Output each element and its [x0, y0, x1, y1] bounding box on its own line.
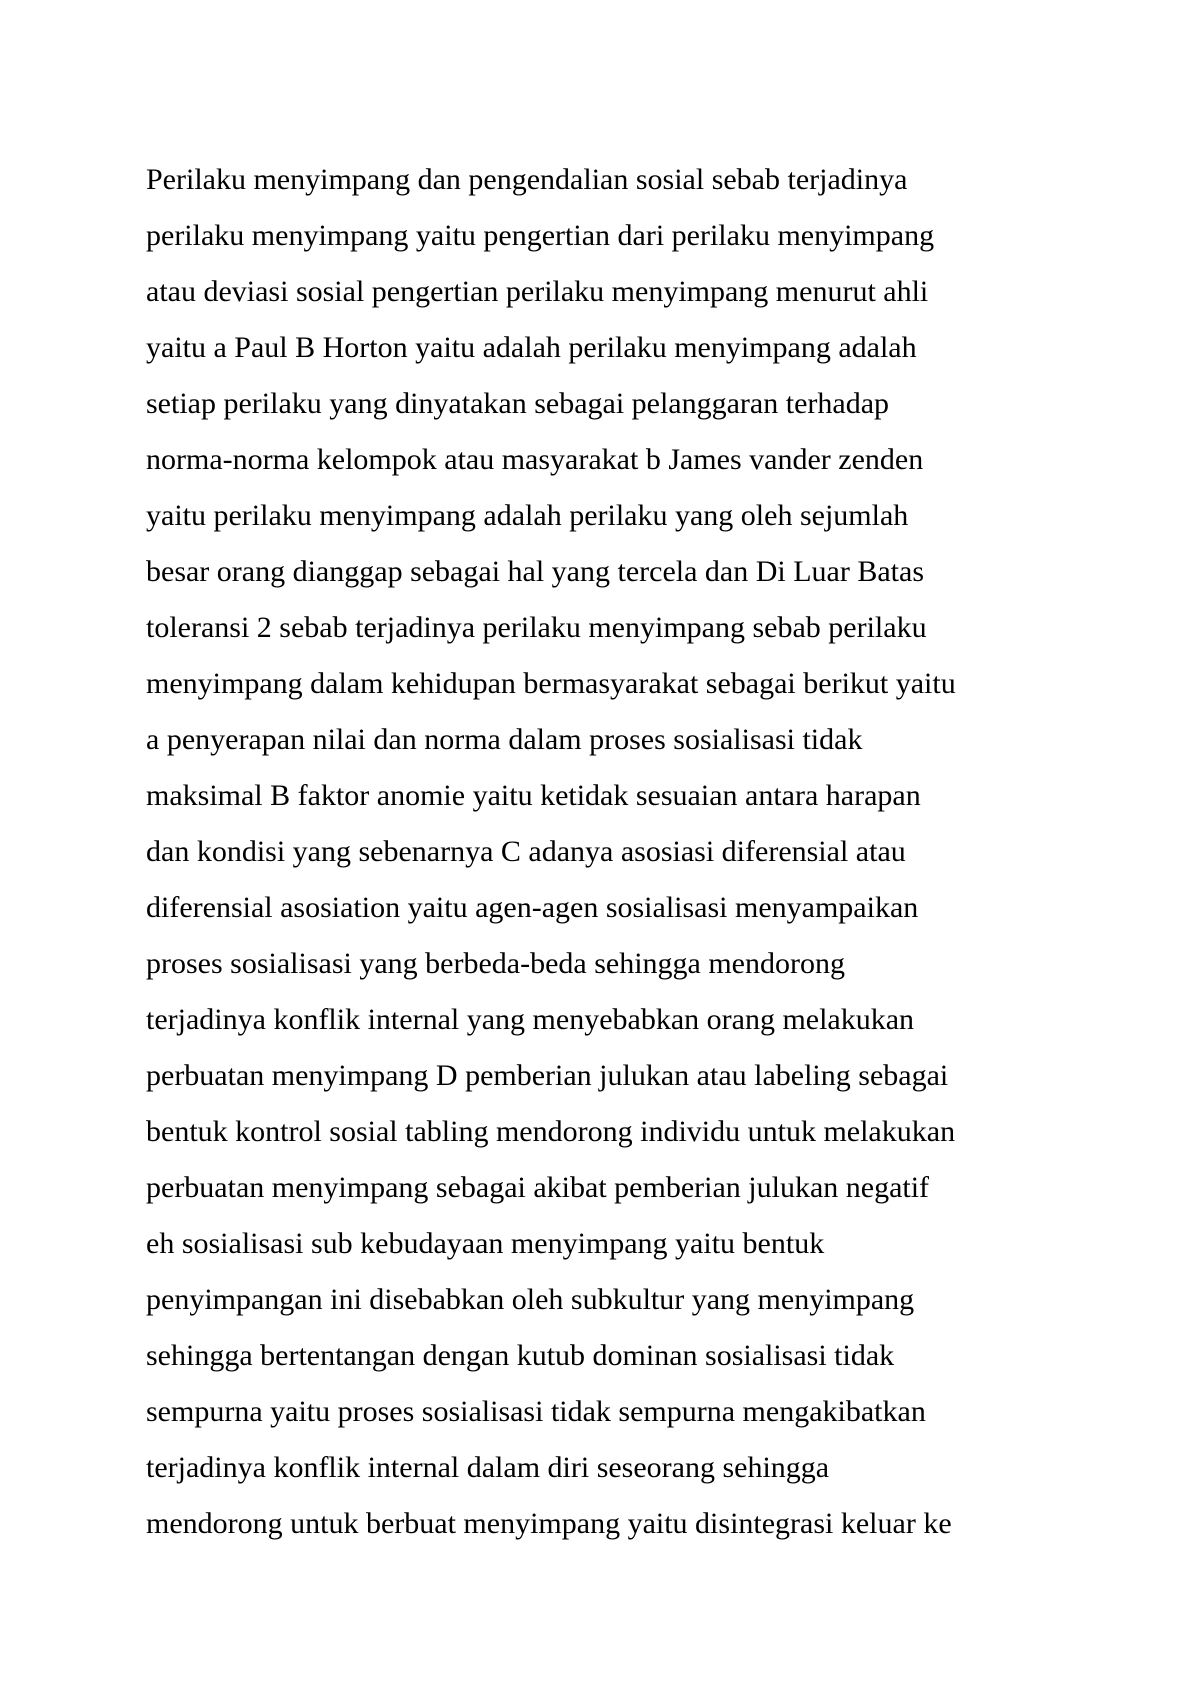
text-line: atau deviasi sosial pengertian perilaku menyimpang menurut ahli	[146, 275, 929, 308]
text-line: Perilaku menyimpang dan pengendalian sosial sebab terjadinya	[146, 163, 908, 196]
text-line: diferensial asosiation yaitu agen-agen sosialisasi menyampaikan	[146, 891, 919, 924]
text-line: proses sosialisasi yang berbeda-beda sehingga mendorong	[146, 947, 845, 980]
text-line: yaitu a Paul B Horton yaitu adalah perilaku menyimpang adalah	[146, 331, 917, 364]
text-line: mendorong untuk berbuat menyimpang yaitu disintegrasi keluar ke	[146, 1507, 952, 1540]
text-line: penyimpangan ini disebabkan oleh subkultur yang menyimpang	[146, 1283, 915, 1316]
text-line: maksimal B faktor anomie yaitu ketidak sesuaian antara harapan	[146, 779, 921, 812]
text-line: setiap perilaku yang dinyatakan sebagai pelanggaran terhadap	[146, 387, 890, 420]
text-line: eh sosialisasi sub kebudayaan menyimpang yaitu bentuk	[146, 1227, 825, 1260]
text-line: besar orang dianggap sebagai hal yang tercela dan Di Luar Batas	[146, 555, 925, 588]
text-line: terjadinya konflik internal yang menyebabkan orang melakukan	[146, 1003, 915, 1036]
text-line: sempurna yaitu proses sosialisasi tidak sempurna mengakibatkan	[146, 1395, 926, 1428]
text-line: perbuatan menyimpang D pemberian julukan atau labeling sebagai	[146, 1059, 949, 1092]
body-text	[146, 152, 1146, 1552]
text-line: dan kondisi yang sebenarnya C adanya asosiasi diferensial atau	[146, 835, 906, 868]
text-line: terjadinya konflik internal dalam diri seseorang sehingga	[146, 1451, 830, 1484]
text-line: perbuatan menyimpang sebagai akibat pemberian julukan negatif	[146, 1171, 930, 1204]
text-line: a penyerapan nilai dan norma dalam proses sosialisasi tidak	[146, 723, 863, 756]
text-line: bentuk kontrol sosial tabling mendorong individu untuk melakukan	[146, 1115, 956, 1148]
text-line: menyimpang dalam kehidupan bermasyarakat sebagai berikut yaitu	[146, 667, 956, 700]
text-line: yaitu perilaku menyimpang adalah perilaku yang oleh sejumlah	[146, 499, 909, 532]
text-line: norma-norma kelompok atau masyarakat b James vander zenden	[146, 443, 924, 476]
text-line: perilaku menyimpang yaitu pengertian dari perilaku menyimpang	[146, 219, 935, 252]
text-line: toleransi 2 sebab terjadinya perilaku menyimpang sebab perilaku	[146, 611, 927, 644]
text-line: sehingga bertentangan dengan kutub dominan sosialisasi tidak	[146, 1339, 895, 1372]
